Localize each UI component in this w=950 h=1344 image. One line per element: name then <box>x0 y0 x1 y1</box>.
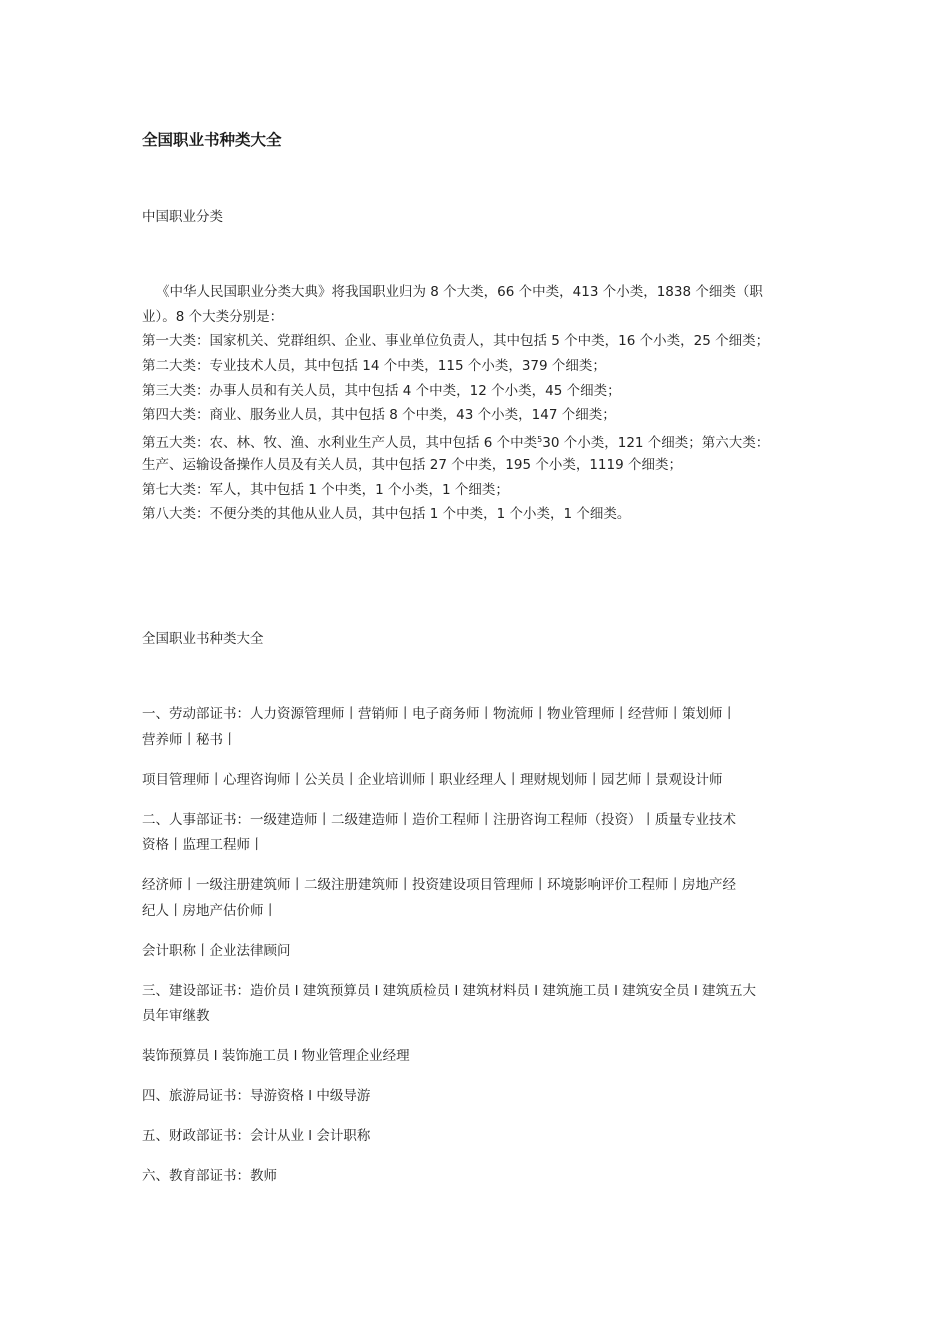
certificate-line: 会计职称丨企业法律顾问 <box>142 942 291 959</box>
certificate-paragraph <box>142 1084 832 1110</box>
certificate-line: 员年审继教 <box>142 1008 210 1024</box>
category-five-text-rest: 30 个小类，121 个细类；第六大类： <box>542 435 770 452</box>
category-line: 第一大类：国家机关、党群组织、企业、事业单位负责人，其中包括 5 个中类，16 个小类，25 个细类； <box>142 333 770 350</box>
category-five-text: 第五大类：农、林、牧、渔、水利业生产人员，其中包括 6 个中类 <box>142 435 538 452</box>
certificate-line: 资格丨监理工程师丨 <box>142 837 264 853</box>
certificate-paragraph <box>142 979 832 1030</box>
category-line: 生产、运输设备操作人员及有关人员，其中包括 27 个中类，195 个小类，1119 个细类； <box>142 456 682 473</box>
category-line: 第四大类：商业、服务业人员，其中包括 8 个中类，43 个小类，147 个细类； <box>142 407 616 424</box>
certificate-paragraph <box>142 1124 832 1150</box>
certificate-line: 经济师丨一级注册建筑师丨二级注册建筑师丨投资建设项目管理师丨环境影响评价工程师丨房地产经 <box>142 877 736 893</box>
intro-line: 《中华人民国职业分类大典》将我国职业归为 8 个大类，66 个中类，413 个小类，1838 个细类（职 <box>156 284 763 300</box>
certificate-paragraph <box>142 808 832 859</box>
certificate-line: 装饰预算员 l 装饰施工员 l 物业管理企业经理 <box>142 1048 410 1064</box>
certificate-line: 一、劳动部证书：人力资源管理师丨营销师丨电子商务师丨物流师丨物业管理师丨经营师丨策划师丨 <box>142 706 736 722</box>
certificate-paragraph <box>142 939 832 965</box>
certificate-list <box>142 702 832 1204</box>
certificate-line: 五、财政部证书：会计从业 l 会计职称 <box>142 1128 371 1144</box>
category-line: 第七大类：军人，其中包括 1 个中类，1 个小类，1 个细类； <box>142 481 509 498</box>
section-heading-certificates: 全国职业书种类大全 <box>142 631 264 647</box>
certificate-paragraph <box>142 702 832 753</box>
certificate-line: 项目管理师丨心理咨询师丨公关员丨企业培训师丨职业经理人丨理财规划师丨园艺师丨景观设计师 <box>142 771 723 788</box>
section-heading-classification: 中国职业分类 <box>142 209 223 225</box>
intro-line: 业）。8 个大类分别是： <box>142 308 284 325</box>
certificate-paragraph <box>142 1164 832 1190</box>
category-line: 第二大类：专业技术人员，其中包括 14 个中类，115 个小类，379 个细类； <box>142 358 606 375</box>
certificate-line: 纪人丨房地产估价师丨 <box>142 902 277 919</box>
certificate-line: 三、建设部证书：造价员 l 建筑预算员 l 建筑质检员 l 建筑材料员 l 建筑施工员 l 建筑安全员 l 建筑五大 <box>142 982 756 999</box>
certificate-paragraph <box>142 1044 832 1070</box>
classification-text <box>142 280 832 527</box>
certificate-line: 营养师丨秘书丨 <box>142 731 237 748</box>
certificate-line: 四、旅游局证书：导游资格 l 中级导游 <box>142 1088 371 1104</box>
category-line: 第八大类：不便分类的其他从业人员，其中包括 1 个中类，1 个小类，1 个细类。 <box>142 506 631 523</box>
document-title: 全国职业书种类大全 <box>142 131 282 149</box>
category-line <box>142 428 832 453</box>
category-line: 第三大类：办事人员和有关人员，其中包括 4 个中类，12 个小类，45 个细类； <box>142 382 621 399</box>
certificate-paragraph <box>142 768 832 794</box>
certificate-paragraph <box>142 873 832 924</box>
certificate-line: 二、人事部证书：一级建造师丨二级建造师丨造价工程师丨注册咨询工程师（投资）丨质量专业技术 <box>142 811 736 828</box>
certificate-line: 六、教育部证书：教师 <box>142 1168 277 1184</box>
stray-superscript: 5 <box>537 435 543 445</box>
